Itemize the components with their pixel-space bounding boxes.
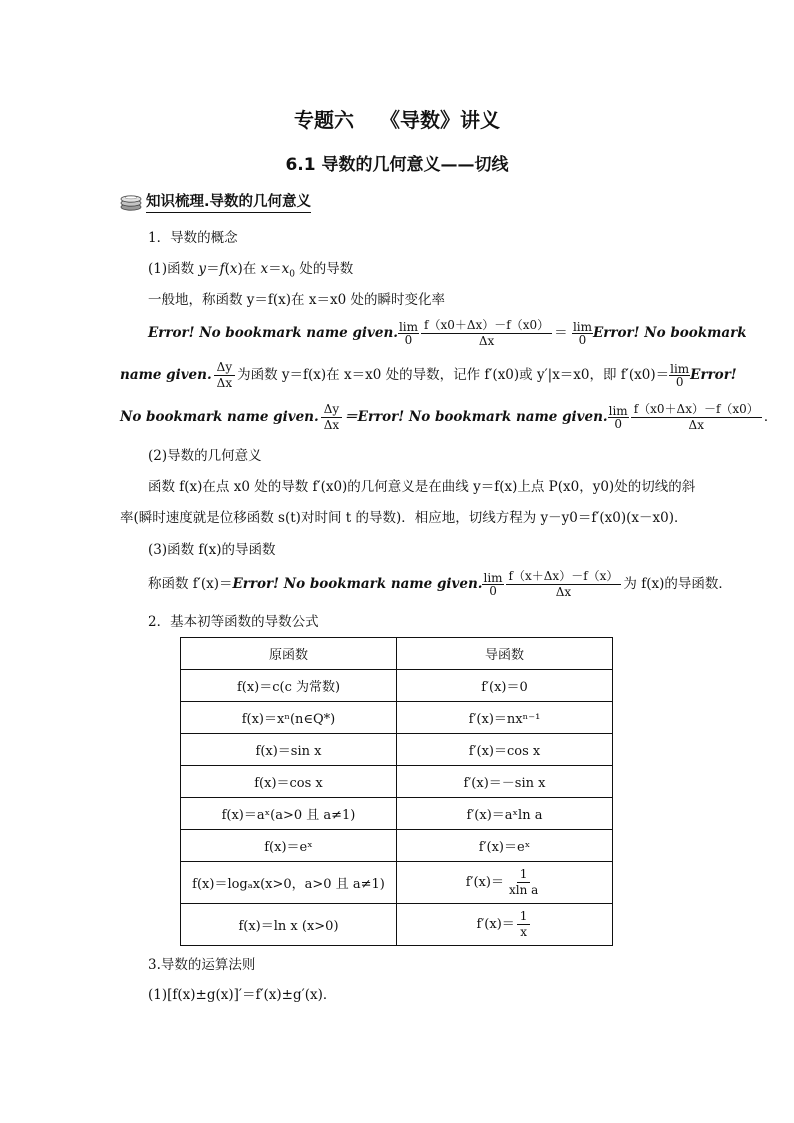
formula-line-2: name given. $\frac{\Delta y}{\Delta x}$ 为函数 y＝f(x)在 x＝x0 处的导数，记作 f′(x0)或 y′|x＝x0，即 f′(x0)＝ $\frac{\lim}{0}$ Error!	[120, 360, 737, 390]
table-header-original: 原函数	[181, 638, 397, 670]
formula-derived-function: 称函数 f′(x)＝Error! No bookmark name given. $\frac{\lim}{0}$ $\frac{f(x+\Delta x)-f(x)}{\Delta x}$ 为 f(x)的导函数．	[148, 569, 732, 599]
title-topic: 专题六	[294, 108, 354, 132]
table-row: f(x)＝ln x (x>0) f′(x)＝ $\frac{1}{x}$	[181, 904, 613, 946]
table-row: f(x)＝aˣ(a>0 且 a≠1) f′(x)＝aˣln a	[181, 798, 613, 830]
para-geometric-text-2: 率(瞬时速度就是位移函数 s(t)对时间 t 的导数)．相应地，切线方程为 y－y0＝f′(x0)(x－x0)．	[120, 510, 688, 526]
para-derivative-at-point: (1)函数 y＝f(x)在 $x=x_0$ 处的导数	[148, 261, 354, 280]
para-geometric-text-1: 函数 f(x)在点 x0 处的导数 f′(x0)的几何意义是在曲线 y＝f(x)上点 P(x0，y0)处的切线的斜	[148, 479, 696, 495]
section-heading	[120, 190, 311, 213]
table-header-derivative: 导函数	[397, 638, 613, 670]
para-operation-rules: 3.导数的运算法则	[148, 957, 256, 973]
formula-line-1: Error! No bookmark name given. $\frac{\lim}{0}$ $\frac{f(x0+\Delta x)-f(x0)}{\Delta x}$ ＝ $\frac{\lim}{0}$ Error! No bookmark	[148, 318, 747, 348]
para-basic-formulas: 2．基本初等函数的导数公式	[148, 614, 319, 630]
title-name: 《导数》讲义	[380, 108, 500, 132]
para-sum-rule: (1)[f(x)±g(x)]′＝f′(x)±g′(x)．	[148, 987, 337, 1003]
table-row: f(x)＝sin x f′(x)＝cos x	[181, 734, 613, 766]
derivative-table	[180, 637, 613, 946]
table-row: f(x)＝xⁿ(n∈Q*) f′(x)＝nxⁿ⁻¹	[181, 702, 613, 734]
formula-line-3: No bookmark name given. $\frac{\Delta y}{\Delta x}$ ＝Error! No bookmark name given. $\frac{\lim}{0}$ $\frac{f(x0+\Delta x)-f(x0)}{\Delta x}$ ．	[120, 402, 778, 432]
table-row: f(x)＝c(c 为常数) f′(x)＝0	[181, 670, 613, 702]
table-row: f(x)＝logₐx(x>0，a>0 且 a≠1) f′(x)＝ $\frac{1}{\text{xln a}}$	[181, 862, 613, 904]
book-stack-icon	[120, 193, 142, 211]
table-row: f(x)＝eˣ f′(x)＝eˣ	[181, 830, 613, 862]
para-instant-rate: 一般地，称函数 y＝f(x)在 x＝x0 处的瞬时变化率	[148, 292, 445, 308]
para-derived-function: (3)函数 f(x)的导函数	[148, 542, 276, 558]
section-heading-text: 知识梳理.导数的几何意义	[146, 190, 311, 213]
page-title	[0, 104, 794, 133]
page-subtitle: 6.1 导数的几何意义——切线	[285, 155, 509, 175]
table-row: f(x)＝cos x f′(x)＝－sin x	[181, 766, 613, 798]
para-concept: 1．导数的概念	[148, 230, 238, 246]
para-geometric-meaning: (2)导数的几何意义	[148, 448, 262, 464]
table-header-row	[181, 638, 613, 670]
